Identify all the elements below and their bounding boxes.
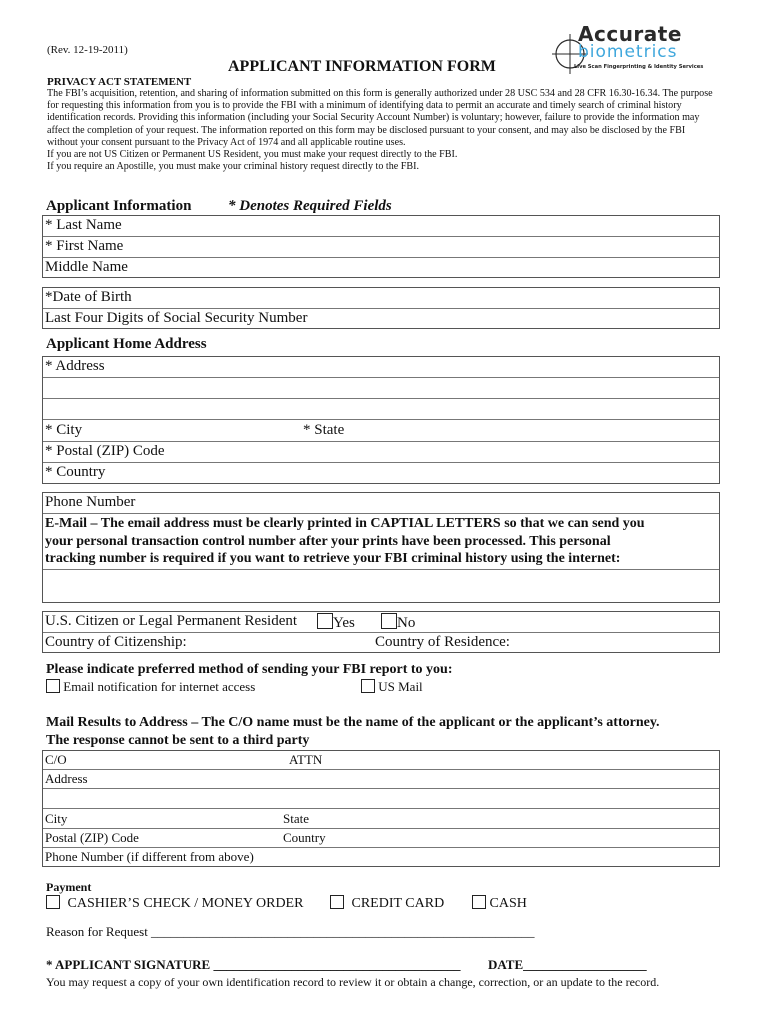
no-checkbox[interactable] [381, 613, 397, 629]
middle-name-field[interactable] [43, 258, 719, 279]
citizen-no-option[interactable] [381, 613, 415, 632]
logo-word-accurate: Accurate [578, 22, 682, 46]
signature-field[interactable]: * APPLICANT SIGNATURE ______________________________________ [46, 957, 461, 972]
identity-fields-box [42, 287, 720, 329]
mail-phone-field[interactable] [43, 848, 719, 868]
check-option[interactable] [46, 895, 303, 912]
mail-zip-label: Postal (ZIP) Code [45, 830, 139, 845]
credit-card-option[interactable] [330, 895, 444, 912]
home-address-heading: Applicant Home Address [46, 336, 207, 352]
revision-label: (Rev. 12-19-2011) [47, 44, 128, 56]
mail-address-label: Address [45, 771, 88, 786]
email-notification-checkbox[interactable] [46, 679, 60, 693]
privacy-line: affect the completion of your request. The information reported on this form may be disclosed pursuant to your consent, and may also be disclosed by the FBI [47, 124, 686, 136]
email-notification-option[interactable] [46, 679, 255, 695]
address-line-3[interactable] [43, 399, 719, 420]
phone-label: Phone Number [45, 494, 136, 510]
citizenship-question: U.S. Citizen or Legal Permanent Resident [45, 613, 298, 629]
mail-zip-country-field[interactable] [43, 829, 719, 848]
yes-checkbox[interactable] [317, 613, 333, 629]
privacy-line: without your consent pursuant to the Privacy Act of 1974 and all applicable routine uses. [47, 136, 406, 148]
city-label: * City [45, 422, 83, 438]
country-residence-label: Country of Residence: [375, 634, 510, 650]
privacy-line: If you are not US Citizen or Permanent US Resident, you must make your request directly to the FBI. [47, 149, 458, 161]
ssn-field[interactable] [43, 309, 719, 330]
address-field[interactable] [43, 357, 719, 378]
name-fields-box [42, 215, 720, 278]
citizen-yes-option[interactable] [317, 613, 355, 632]
last-name-label: * Last Name [45, 217, 122, 233]
privacy-line: identification records. Providing this information (including your Social Security Account Number) is voluntary; however, failure to provide the information may [47, 112, 700, 124]
date-field[interactable]: DATE___________________ [488, 957, 647, 972]
email-instruction-line: E-Mail – The email address must be clearly printed in CAPTIAL LETTERS so that we can send you [45, 516, 645, 531]
country-citizenship-label: Country of Citizenship: [45, 634, 187, 650]
attn-label: ATTN [289, 752, 323, 767]
applicant-section-heading: Applicant Information [46, 198, 192, 214]
mail-address-field[interactable] [43, 770, 719, 789]
country-field[interactable] [43, 463, 719, 485]
state-label: * State [303, 422, 345, 438]
last-name-field[interactable] [43, 216, 719, 237]
email-instruction-text [45, 515, 725, 568]
country-label: * Country [45, 464, 106, 480]
privacy-line: for requesting this information from you is to provide the FBI with a minimum of identifying data to permit an accurate and timely search of criminal history [47, 100, 682, 112]
email-notification-label: Email notification for internet access [63, 679, 256, 694]
mail-phone-label: Phone Number (if different from above) [45, 849, 254, 864]
home-address-box [42, 356, 720, 484]
privacy-line: The FBI’s acquisition, retention, and sharing of information submitted on this form is generally authorized under 28 USC 534 and 28 CFR 16.30-16.34. The purpose [47, 88, 713, 99]
dob-label: *Date of Birth [45, 289, 132, 305]
email-instructions [43, 514, 719, 570]
email-instruction-line: your personal transaction control number after your prints have been processed. This personal [45, 533, 611, 549]
privacy-statement [47, 88, 713, 173]
credit-card-checkbox[interactable] [330, 895, 344, 909]
check-label: CASHIER’S CHECK / MONEY ORDER [67, 896, 304, 911]
required-fields-note: * Denotes Required Fields [228, 198, 392, 214]
mail-results-heading-line: The response cannot be sent to a third party [46, 732, 310, 748]
yes-label: Yes [333, 615, 355, 631]
first-name-label: * First Name [45, 238, 124, 254]
company-logo [548, 24, 708, 76]
mail-city-label: City [45, 811, 68, 826]
mail-address-line-2[interactable] [43, 789, 719, 809]
phone-field[interactable] [43, 493, 719, 514]
co-attn-field[interactable] [43, 751, 719, 770]
mail-results-heading [46, 714, 660, 749]
footer-note: You may request a copy of your own identification record to review it or obtain a change, correction, or an update to the record. [46, 975, 660, 989]
payment-heading: Payment [46, 880, 92, 894]
citizenship-row [43, 612, 719, 633]
ssn-label: Last Four Digits of Social Security Number [45, 310, 308, 326]
delivery-heading: Please indicate preferred method of sending your FBI report to you: [46, 662, 453, 677]
cash-checkbox[interactable] [472, 895, 486, 909]
mail-results-box [42, 750, 720, 867]
cash-label: CASH [489, 896, 527, 911]
country-citizenship-row[interactable] [43, 633, 719, 654]
mail-state-label: State [283, 811, 309, 826]
cash-option[interactable] [472, 895, 527, 912]
address-label: * Address [45, 358, 105, 374]
logo-tagline: Live Scan Fingerprinting & Identity Services [574, 64, 704, 70]
mail-results-heading-line: Mail Results to Address – The C/O name must be the name of the applicant or the applicant’s attorney. [46, 715, 660, 730]
privacy-heading: PRIVACY ACT STATEMENT [47, 76, 192, 88]
email-instruction-line: tracking number is required if you want to retrieve your FBI criminal history using the internet: [45, 551, 621, 566]
first-name-field[interactable] [43, 237, 719, 258]
check-checkbox[interactable] [46, 895, 60, 909]
city-state-field[interactable] [43, 420, 719, 442]
us-mail-label: US Mail [378, 679, 423, 694]
form-title: APPLICANT INFORMATION FORM [228, 58, 496, 75]
us-mail-checkbox[interactable] [361, 679, 375, 693]
mail-country-label: Country [283, 830, 326, 845]
dob-field[interactable] [43, 288, 719, 309]
address-line-2[interactable] [43, 378, 719, 399]
zip-field[interactable] [43, 442, 719, 463]
logo-word-biometrics: biometrics [578, 42, 678, 62]
co-label: C/O [45, 752, 67, 767]
citizenship-box [42, 611, 720, 653]
credit-card-label: CREDIT CARD [351, 896, 445, 911]
mail-city-state-field[interactable] [43, 809, 719, 829]
us-mail-option[interactable] [361, 679, 423, 695]
zip-label: * Postal (ZIP) Code [45, 443, 165, 459]
middle-name-label: Middle Name [45, 259, 128, 275]
contact-box [42, 492, 720, 603]
no-label: No [397, 615, 416, 631]
email-field[interactable] [43, 570, 719, 604]
privacy-line: If you require an Apostille, you must make your criminal history request directly to the FBI. [47, 161, 419, 173]
reason-field[interactable]: Reason for Request ___________________________________________________________ [46, 924, 535, 939]
